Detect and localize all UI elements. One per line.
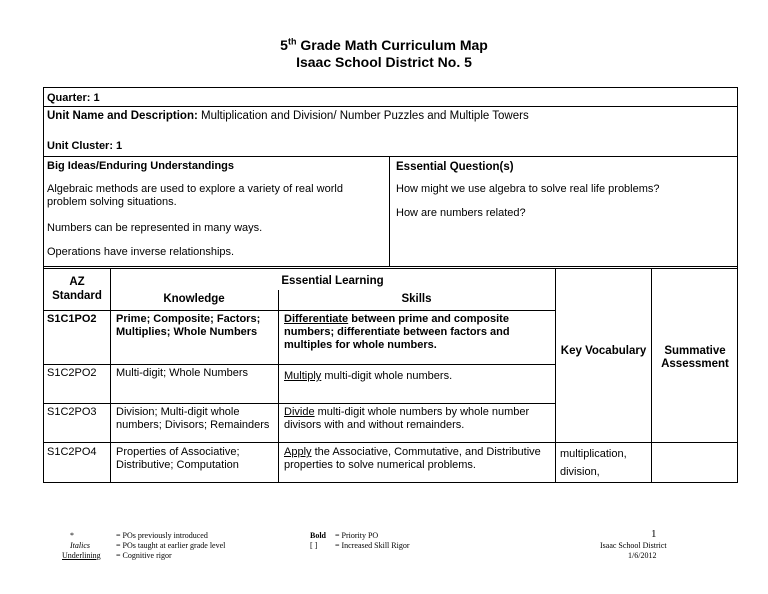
divider	[43, 403, 555, 404]
summative-assessment-header: Summative Assessment	[661, 345, 729, 370]
legend-symbol: Underlining	[62, 551, 101, 560]
az-header: AZ	[69, 276, 85, 288]
legend-symbol: Bold	[310, 531, 327, 540]
skill-cell: Apply the Associative, Commutative, and Distributive properties to solve numerical problems.	[284, 446, 541, 471]
divider	[43, 156, 738, 157]
knowledge-header: Knowledge	[163, 293, 225, 305]
vocabulary-term: multiplication,	[560, 448, 627, 460]
page-title: 5th Grade Math Curriculum Map	[280, 36, 488, 53]
vocabulary-term: division,	[560, 466, 600, 478]
district-title: Isaac School District No. 5	[296, 54, 472, 70]
big-idea-item: Operations have inverse relationships.	[47, 246, 235, 258]
skills-header: Skills	[401, 293, 432, 305]
key-vocabulary-header: Key Vocabulary	[560, 345, 647, 357]
divider	[43, 442, 738, 443]
big-ideas-heading: Big Ideas/Enduring Understandings	[47, 160, 235, 172]
big-idea-item: Numbers can be represented in many ways.	[47, 222, 263, 234]
divider	[651, 269, 652, 483]
skill-cell: Divide multi-digit whole numbers by whole number divisors with and without remainders.	[284, 406, 530, 431]
unit-cluster: Unit Cluster: 1	[47, 140, 123, 152]
standard-header: Standard	[52, 290, 102, 302]
legend-symbol: Italics	[70, 541, 90, 550]
divider	[43, 106, 738, 107]
knowledge-cell: Properties of Associative; Distributive; Computation	[116, 446, 240, 471]
divider	[278, 290, 279, 483]
divider	[555, 269, 556, 483]
legend-description: = Cognitive rigor	[116, 551, 172, 560]
legend-description: = Increased Skill Rigor	[335, 541, 410, 550]
page-number: 1	[651, 528, 657, 540]
divider	[44, 268, 737, 269]
knowledge-cell: Multi-digit; Whole Numbers	[116, 367, 249, 379]
knowledge-cell: Prime; Composite; Factors; Multiplies; Whole Numbers	[116, 313, 261, 338]
standard-code: S1C1PO2	[47, 313, 97, 325]
standard-code: S1C2PO3	[47, 406, 97, 418]
legend-description: = POs taught at earlier grade level	[116, 541, 226, 550]
legend-symbol: [ ]	[310, 541, 318, 550]
legend-symbol: *	[70, 531, 74, 540]
divider	[43, 364, 555, 365]
essential-question: How might we use algebra to solve real life problems?	[396, 183, 660, 195]
quarter-label: Quarter: 1	[47, 92, 100, 104]
unit-name: Unit Name and Description: Multiplication and Division/ Number Puzzles and Multiple Towers	[47, 110, 529, 122]
divider	[389, 156, 390, 266]
essential-question: How are numbers related?	[396, 207, 526, 219]
divider	[43, 310, 555, 311]
essential-learning-header: Essential Learning	[281, 275, 384, 287]
footer-district: Isaac School District	[600, 541, 667, 550]
footer-date: 1/6/2012	[628, 551, 657, 560]
knowledge-cell: Division; Multi-digit whole numbers; Divisors; Remainders	[116, 406, 270, 431]
legend-description: = POs previously introduced	[116, 531, 208, 540]
legend-description: = Priority PO	[335, 531, 379, 540]
standard-code: S1C2PO4	[47, 446, 97, 458]
essential-questions-heading: Essential Question(s)	[396, 161, 514, 173]
skill-cell: Differentiate between prime and composite numbers; differentiate between factors and multiples for whole numbers.	[284, 313, 510, 351]
big-idea-item: Algebraic methods are used to explore a variety of real world problem solving situations.	[47, 183, 343, 208]
divider	[44, 266, 737, 267]
standard-code: S1C2PO2	[47, 367, 97, 379]
skill-cell: Multiply multi-digit whole numbers.	[284, 370, 453, 382]
